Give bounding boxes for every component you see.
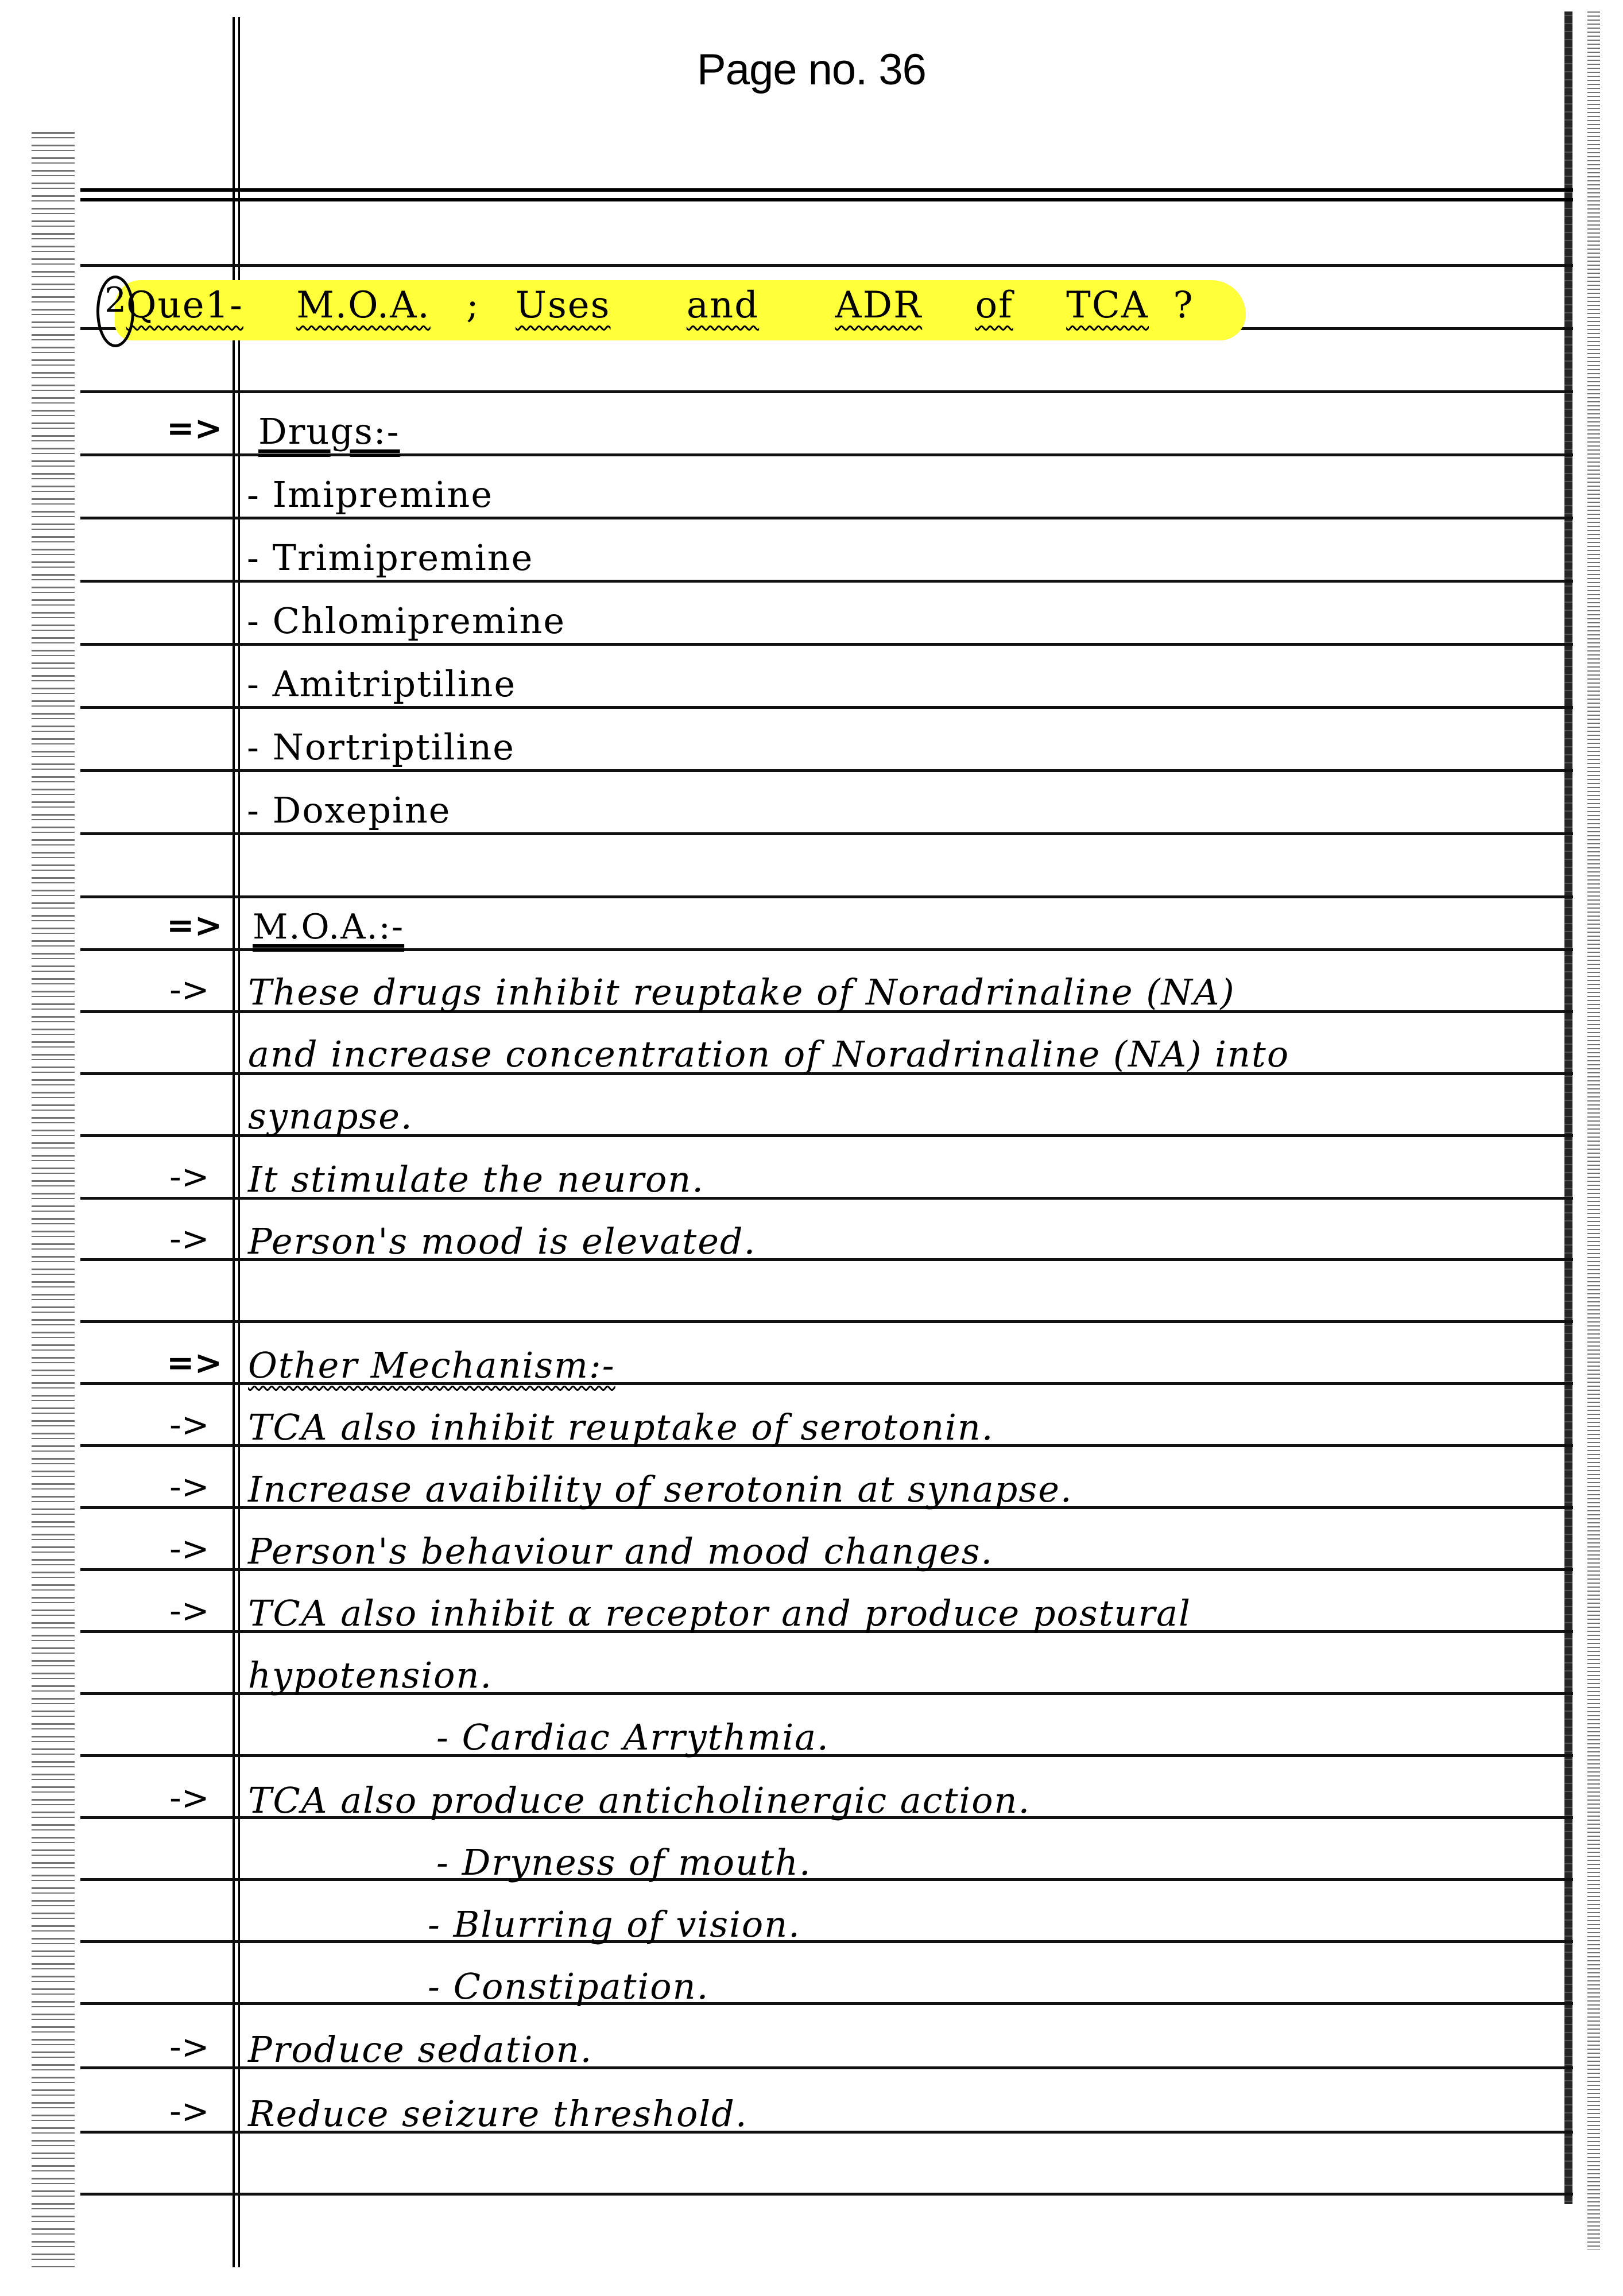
header-rule-top [80,188,1573,192]
scan-edge-right [1564,11,1572,2204]
drugs-heading: Drugs:- [258,410,400,452]
drug-item: - Trimipremine [247,537,534,579]
arrow-icon: -> [169,1529,210,1568]
mechanism-point-line: Produce sedation. [248,2029,593,2070]
mechanism-point-line: TCA also inhibit reuptake of serotonin. [248,1406,994,1448]
mechanism-point-line: hypotension. [248,1654,493,1696]
mechanism-sub-item: - Cardiac Arrythmia. [436,1716,830,1758]
moa-point-line: synapse. [248,1095,413,1137]
margin-line-inner [238,17,240,2267]
arrow-icon: -> [169,2092,210,2131]
double-arrow-icon: => [166,906,223,945]
heading-word-uses: Uses [516,284,611,327]
heading-word-of: of [975,284,1013,327]
other-mechanism-heading: Other Mechanism:- [248,1344,615,1386]
question-label: Que1- [126,284,243,327]
mechanism-point-line: TCA also inhibit α receptor and produce postural [248,1592,1191,1634]
mechanism-sub-item: - Blurring of vision. [428,1903,801,1945]
mechanism-point-line: TCA also produce anticholinergic action. [248,1779,1031,1821]
arrow-icon: -> [169,1405,210,1444]
margin-line [233,17,235,2267]
mechanism-point-line: Increase avaibility of serotonin at synapse. [248,1468,1073,1510]
heading-word-and: and [686,284,760,327]
mechanism-point-line: Reduce seizure threshold. [248,2093,748,2135]
header-rule-bottom [80,198,1573,201]
arrow-icon: -> [169,1467,210,1506]
heading-word-semicolon: ; [466,284,480,327]
arrow-icon: -> [169,2027,210,2066]
arrow-icon: -> [169,1157,210,1196]
double-arrow-icon: => [166,1343,223,1382]
drug-item: - Doxepine [247,789,451,831]
scan-edge-left [32,132,75,2267]
heading-word-adr: ADR [835,284,923,327]
heading-question-mark: ? [1173,284,1194,327]
question-number: 2 [104,280,128,320]
mechanism-sub-item: - Constipation. [428,1965,710,2007]
drug-item: - Chlomipremine [247,600,566,642]
moa-heading: M.O.A.:- [253,907,405,947]
arrow-icon: -> [169,1778,210,1817]
drug-item: - Amitriptiline [247,663,517,705]
double-arrow-icon: => [166,409,223,448]
drug-item: - Nortriptiline [247,726,515,768]
moa-point-line: These drugs inhibit reuptake of Noradrinaline (NA) [248,971,1235,1013]
mechanism-point-line: Person's behaviour and mood changes. [248,1530,994,1572]
heading-word-tca: TCA [1066,284,1149,327]
heading-word-moa: M.O.A. [296,284,431,327]
page-title: Page no. 36 [697,45,926,94]
arrow-icon: -> [169,970,210,1009]
arrow-icon: -> [169,1219,210,1258]
scan-edge-right-outer [1587,11,1600,2250]
moa-point-line: It stimulate the neuron. [248,1158,704,1200]
moa-point-line: Person's mood is elevated. [248,1220,757,1262]
moa-point-line: and increase concentration of Noradrinaline (NA) into [248,1033,1290,1075]
drug-item: - Imipremine [247,474,494,515]
arrow-icon: -> [169,1591,210,1630]
mechanism-sub-item: - Dryness of mouth. [436,1841,812,1883]
question-heading [126,284,1194,327]
